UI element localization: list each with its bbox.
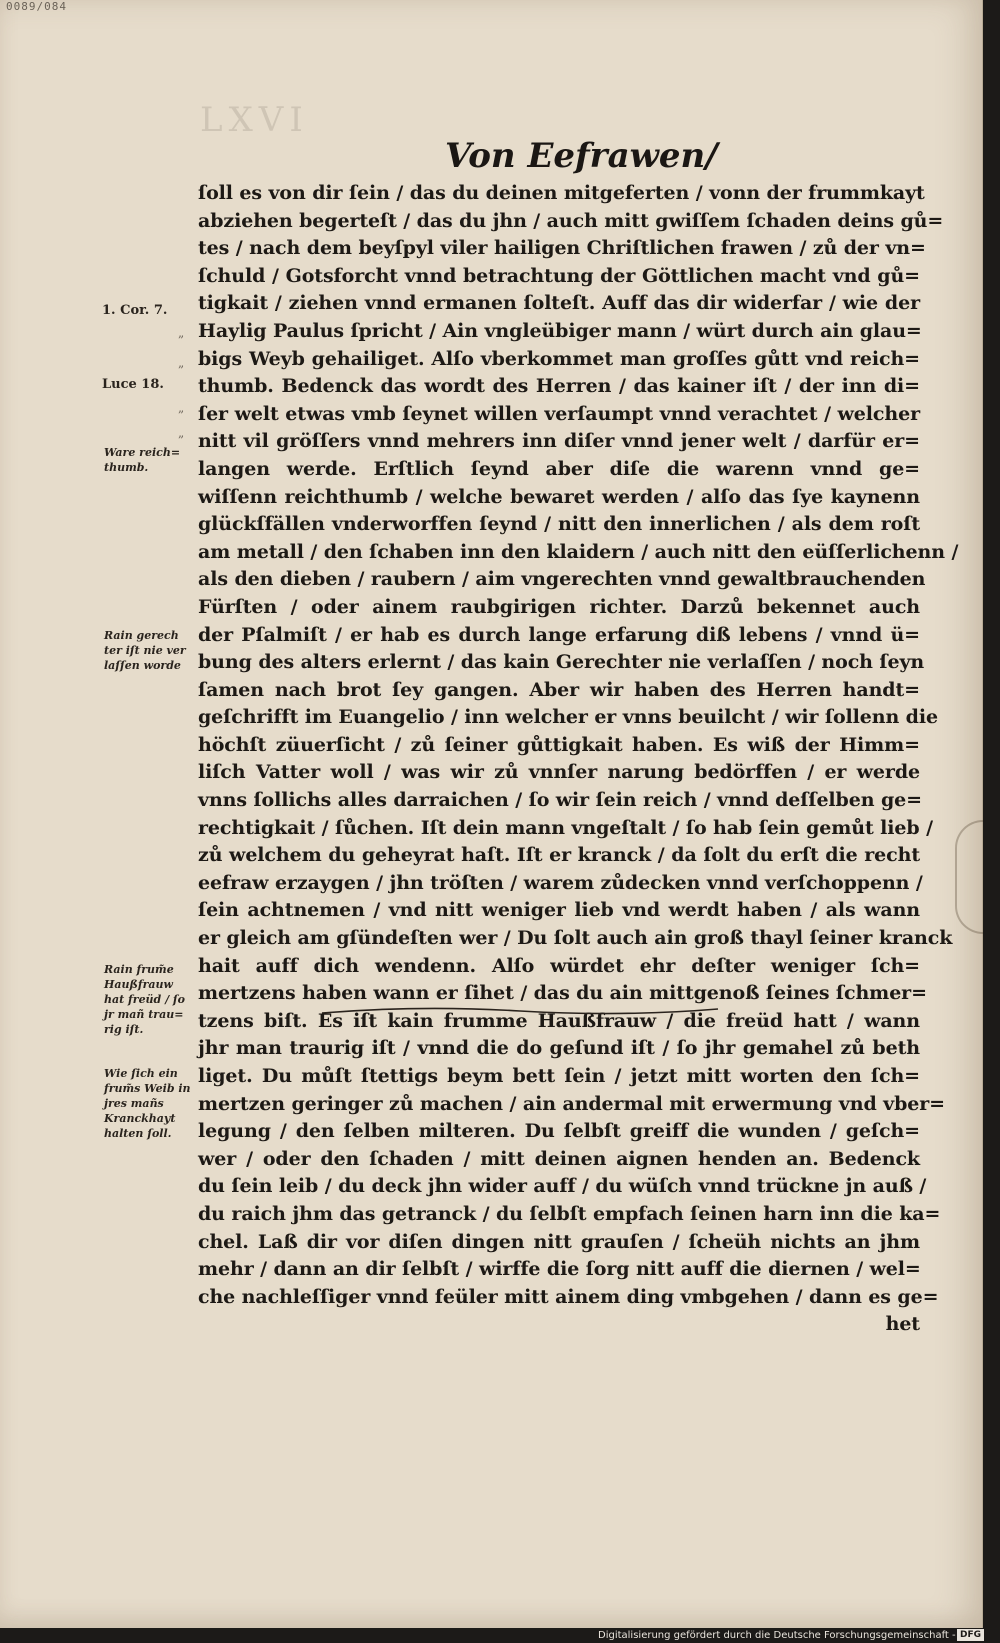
text-line: langen werde. Erſtlich ſeynd aber diſe die warenn vnnd ge= bbox=[198, 457, 920, 480]
text-line: Haylig Paulus ſpricht / Ain vngleübiger mann / würt durch ain glau= bbox=[198, 319, 922, 342]
text-line: geſchrifft im Euangelio / inn welcher er vnns beuilcht / wir ſollenn die bbox=[198, 706, 938, 729]
text-line: nitt vil gröſſers vnnd mehrers inn diſer vnnd jener welt / darfür er= bbox=[198, 430, 920, 453]
text-line: zů welchem du geheyrat haſt. Iſt er kranck / da ſolt du erſt die recht bbox=[198, 844, 920, 867]
text-line: der Pſalmiſt / er hab es durch lange erfarung diß lebens / vnnd ü= bbox=[198, 623, 920, 646]
margin-mark: „ bbox=[178, 326, 185, 340]
text-line: chel. Laß dir vor diſen dingen nitt grauſen / ſcheüh nichts an jhm bbox=[198, 1230, 920, 1253]
text-line: wiſſenn reichthumb / welche bewaret werden / alſo das ſye kaynenn bbox=[198, 485, 920, 508]
margin-note-ware-reichthumb: Ware reich= thumb. bbox=[104, 446, 181, 474]
text-line-underlined: jhr man traurig iſt / vnnd die do geſund iſt / ſo jhr gemahel zů beth bbox=[198, 1037, 920, 1060]
text-line: als den dieben / raubern / aim vngerechten vnnd gewaltbrauchenden bbox=[198, 568, 926, 591]
text-line: er gleich am gſündeſten wer / Du ſolt auch ain groß thayl ſeiner kranck bbox=[198, 927, 953, 950]
footer-credit: Digitalisierung gefördert durch die Deutsche Forschungsgemeinschaft - bbox=[598, 1630, 956, 1641]
margin-mark: „ bbox=[178, 426, 185, 440]
running-head: Von Eefrawen/ bbox=[445, 136, 718, 176]
accession-number: 0089/084 bbox=[6, 0, 67, 13]
ink-underline bbox=[320, 1001, 720, 1021]
text-line: ſer welt etwas vmb ſeynet willen verſaumpt vnnd verachtet / welcher bbox=[198, 402, 920, 425]
text-line: bung des alters erlernt / das kain Gerechter nie verlaſſen / noch ſeyn bbox=[198, 651, 925, 674]
text-line: tigkait / ziehen vnnd ermanen ſolteſt. Auff das dir widerfar / wie der bbox=[198, 292, 920, 315]
text-line: abziehen begerteſt / das du jhn / auch mitt gwiſſem ſchaden deins gů= bbox=[198, 209, 944, 232]
text-line: mehr / dann an dir ſelbſt / wirffe die ſorg nitt auff die diernen / wel= bbox=[198, 1258, 921, 1281]
text-line: ſamen nach brot ſey gangen. Aber wir haben des Herren handt= bbox=[198, 678, 920, 701]
margin-mark: „ bbox=[178, 401, 185, 415]
text-line: hait auff dich wendenn. Alſo würdet ehr deſter weniger ſch= bbox=[198, 954, 920, 977]
margin-mark: „ bbox=[178, 356, 185, 370]
text-line: ſoll es von dir ſein / das du deinen mitgeferten / vonn der frummkayt bbox=[198, 182, 925, 204]
text-line: Fürſten / oder ainem raubgirigen richter. Darzů bekennet auch bbox=[198, 595, 920, 618]
dfg-logo: DFG bbox=[957, 1629, 984, 1641]
text-line: legung / den ſelben milteren. Du ſelbſt greiff die wunden / geſch= bbox=[198, 1120, 920, 1143]
text-line: che nachleſſiger vnnd feüler mitt ainem ding vmbgehen / dann es ge= bbox=[198, 1285, 939, 1308]
text-line: eefraw erzaygen / jhn tröſten / warem zůdecken vnnd verſchoppenn / bbox=[198, 871, 923, 894]
text-line: thumb. Bedenck das wordt des Herren / das kainer iſt / der inn di= bbox=[198, 375, 920, 398]
margin-note-rain-frumme: Rain frum̃e Haußfrauw hat freüd / ſo jr mañ trau= rig iſt. bbox=[104, 963, 185, 1036]
text-line: liſch Vatter woll / was wir zů vnnſer narung bedörffen / er werde bbox=[198, 761, 920, 784]
text-line: rechtigkait / ſůchen. Iſt dein mann vngeſtalt / ſo hab ſein gemůt lieb / bbox=[198, 816, 933, 839]
text-line: wer / oder den ſchaden / mitt deinen aignen henden an. Bedenck bbox=[198, 1147, 920, 1170]
text-line: du ſein leib / du deck jhn wider auff / du wüſch vnnd trückne jn auß / bbox=[198, 1175, 927, 1198]
body-text bbox=[198, 180, 959, 1339]
margin-note-wie-sich: Wie ſich ein frum̃s Weib in jres mañs Kranckhayt halten ſoll. bbox=[104, 1067, 191, 1140]
text-line: höchſt züuerſicht / zů ſeiner gůttigkait haben. Es wiß der Himm= bbox=[198, 733, 920, 756]
text-line: du raich jhm das getranck / du ſelbſt empfach ſeinen harn inn die ka= bbox=[198, 1202, 941, 1225]
catchword: het bbox=[885, 1313, 920, 1336]
text-line: bigs Weyb gehailiget. Alſo vberkommet man groſſes gůtt vnd reich= bbox=[198, 347, 920, 370]
margin-ref-cor: 1. Cor. 7. bbox=[102, 303, 168, 318]
folio-number-bleedthrough: LXVI bbox=[200, 100, 309, 140]
text-line: liget. Du můſt ſtettigs beym bett ſein / jetzt mitt worten den ſch= bbox=[198, 1065, 920, 1087]
text-line: ſein achtnemen / vnd nitt weniger lieb vnd werdt haben / als wann bbox=[198, 899, 920, 922]
margin-ref-luce: Luce 18. bbox=[102, 377, 164, 392]
text-line: glückſfällen vnderworffen ſeynd / nitt den innerlichen / als dem roſt bbox=[198, 513, 920, 536]
text-line: tes / nach dem beyſpyl viler hailigen Chriſtlichen frawen / zů der vn= bbox=[198, 237, 926, 260]
text-line-underlined: tzens biſt. Es iſt kain frumme Haußfrauw / die freüd hatt / wann bbox=[198, 1009, 920, 1032]
clasp-impression bbox=[955, 820, 983, 934]
margin-note-rain-gerechter: Rain gerech ter iſt nie ver laſſen worde bbox=[104, 629, 186, 672]
text-line: vnns ſollichs alles darraichen / ſo wir ſein reich / vnnd deſſelben ge= bbox=[198, 789, 922, 812]
text-line: mertzen geringer zů machen / ain andermal mit erwermung vnd vber= bbox=[198, 1092, 945, 1115]
text-line: am metall / den ſchaben inn den klaidern / auch nitt den eüſſerlichenn / bbox=[198, 540, 959, 563]
text-line: ſchuld / Gotsforcht vnnd betrachtung der Göttlichen macht vnd gů= bbox=[198, 264, 920, 287]
text-line: mertzens haben wann er ſihet / das du ain mittgenoß ſeines ſchmer= bbox=[198, 982, 927, 1005]
